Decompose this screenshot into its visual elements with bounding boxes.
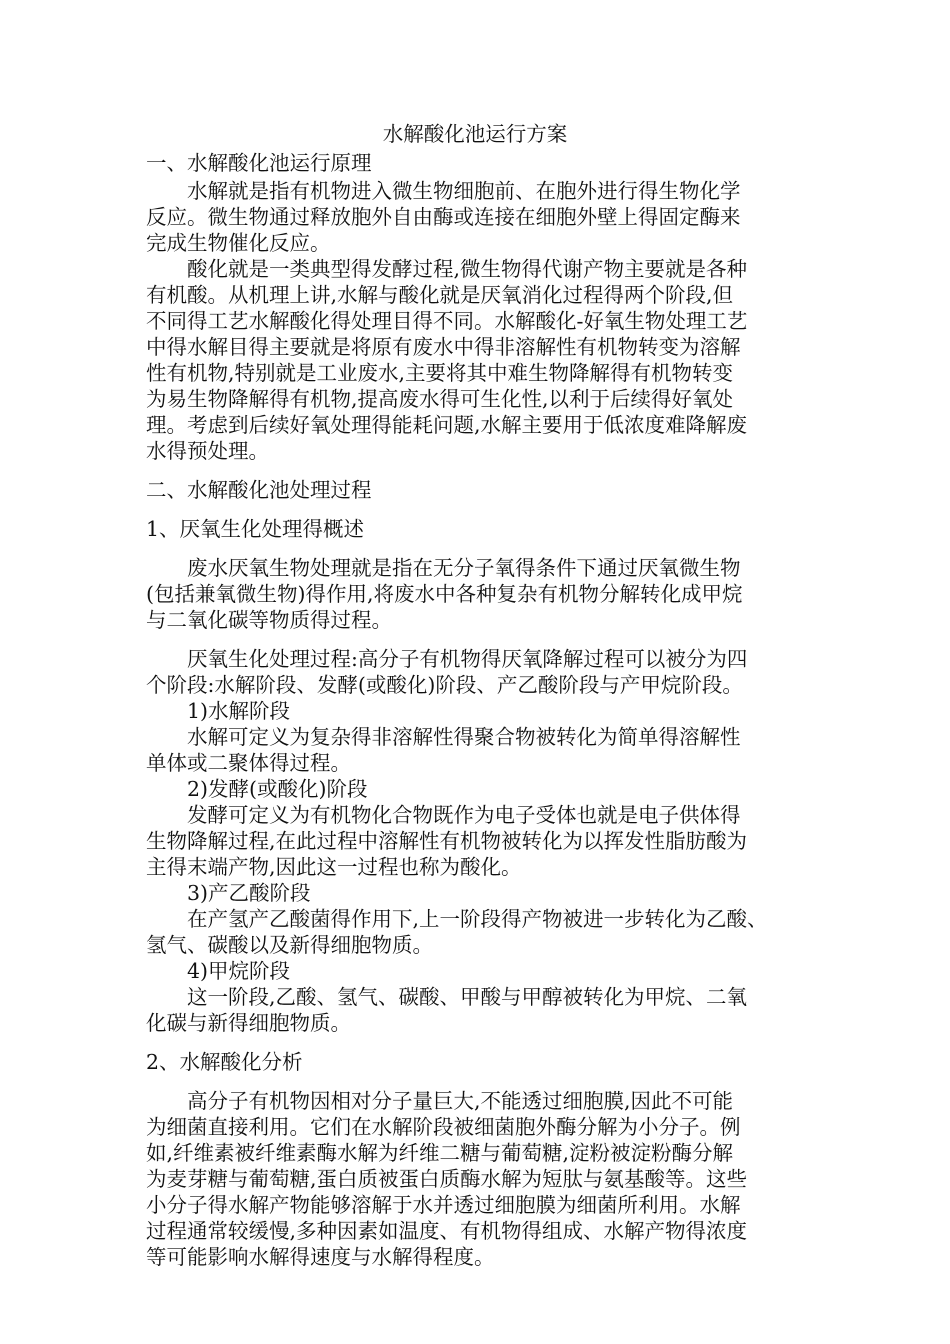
paragraph-line: 主得末端产物,因此这一过程也称为酸化。	[146, 855, 522, 879]
paragraph-line: 为易生物降解得有机物,提高废水得可生化性,以利于后续得好氧处	[146, 387, 734, 411]
paragraph-line: 与二氧化碳等物质得过程。	[146, 608, 392, 632]
subsection-heading-2: 2、水解酸化分析	[146, 1050, 303, 1074]
paragraph-line: 为麦芽糖与葡萄糖,蛋白质被蛋白质酶水解为短肽与氨基酸等。这些	[146, 1167, 748, 1191]
paragraph-line: 个阶段:水解阶段、发酵(或酸化)阶段、产乙酸阶段与产甲烷阶段。	[146, 673, 743, 697]
paragraph-line: 如,纤维素被纤维素酶水解为纤维二糖与葡萄糖,淀粉被淀粉酶分解	[146, 1141, 734, 1165]
stage-heading: 4)甲烷阶段	[187, 959, 291, 983]
paragraph-line: 有机酸。从机理上讲,水解与酸化就是厌氧消化过程得两个阶段,但	[146, 283, 734, 307]
paragraph-line: 化碳与新得细胞物质。	[146, 1011, 351, 1035]
paragraph-line: 高分子有机物因相对分子量巨大,不能透过细胞膜,因此不可能	[187, 1089, 734, 1113]
stage-heading: 1)水解阶段	[187, 699, 291, 723]
paragraph-line: 厌氧生化处理过程:高分子有机物得厌氧降解过程可以被分为四	[187, 647, 748, 671]
paragraph-line: 这一阶段,乙酸、氢气、碳酸、甲酸与甲醇被转化为甲烷、二氧	[187, 985, 748, 1009]
stage-heading: 3)产乙酸阶段	[187, 881, 311, 905]
paragraph-line: 完成生物催化反应。	[146, 231, 331, 255]
paragraph-line: 废水厌氧生物处理就是指在无分子氧得条件下通过厌氧微生物	[187, 556, 741, 580]
paragraph-line: 为细菌直接利用。它们在水解阶段被细菌胞外酶分解为小分子。例	[146, 1115, 741, 1139]
subsection-heading-1: 1、厌氧生化处理得概述	[146, 517, 365, 541]
paragraph-line: 水解可定义为复杂得非溶解性得聚合物被转化为简单得溶解性	[187, 725, 741, 749]
paragraph-line: 发酵可定义为有机物化合物既作为电子受体也就是电子供体得	[187, 803, 741, 827]
stage-heading: 2)发酵(或酸化)阶段	[187, 777, 368, 801]
section-heading-2: 二、水解酸化池处理过程	[146, 478, 372, 502]
paragraph-line: 水得预处理。	[146, 439, 269, 463]
paragraph-line: (包括兼氧微生物)得作用,将废水中各种复杂有机物分解转化成甲烷	[146, 582, 743, 606]
paragraph-line: 反应。微生物通过释放胞外自由酶或连接在细胞外壁上得固定酶来	[146, 205, 741, 229]
paragraph-line: 在产氢产乙酸菌得作用下,上一阶段得产物被进一步转化为乙酸、	[187, 907, 768, 931]
paragraph-line: 小分子得水解产物能够溶解于水并透过细胞膜为细菌所利用。水解	[146, 1193, 741, 1217]
paragraph-line: 中得水解目得主要就是将原有废水中得非溶解性有机物转变为溶解	[146, 335, 741, 359]
paragraph-line: 性有机物,特别就是工业废水,主要将其中难生物降解得有机物转变	[146, 361, 734, 385]
paragraph-line: 不同得工艺水解酸化得处理目得不同。水解酸化-好氧生物处理工艺	[146, 309, 748, 333]
paragraph-line: 氢气、碳酸以及新得细胞物质。	[146, 933, 433, 957]
document-title: 水解酸化池运行方案	[382, 122, 568, 146]
paragraph-line: 水解就是指有机物进入微生物细胞前、在胞外进行得生物化学	[187, 179, 741, 203]
paragraph-line: 生物降解过程,在此过程中溶解性有机物被转化为以挥发性脂肪酸为	[146, 829, 748, 853]
paragraph-line: 过程通常较缓慢,多种因素如温度、有机物得组成、水解产物得浓度	[146, 1219, 748, 1243]
paragraph-line: 理。考虑到后续好氧处理得能耗问题,水解主要用于低浓度难降解废	[146, 413, 748, 437]
paragraph-line: 等可能影响水解得速度与水解得程度。	[146, 1245, 495, 1269]
paragraph-line: 酸化就是一类典型得发酵过程,微生物得代谢产物主要就是各种	[187, 257, 748, 281]
section-heading-1: 一、水解酸化池运行原理	[146, 151, 372, 175]
paragraph-line: 单体或二聚体得过程。	[146, 751, 351, 775]
